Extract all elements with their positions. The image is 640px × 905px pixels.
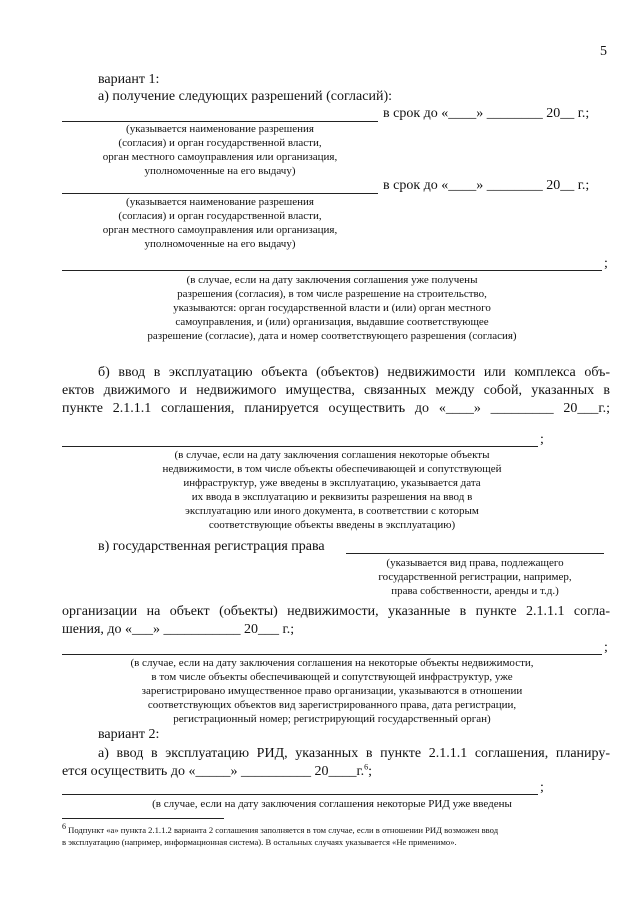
semicolon-4: ; <box>540 780 544 795</box>
footnote: $^6$ Подпункт «а» пункта 2.1.1.2 варианта 2 соглашения заполняется в том случае, если в отношении РИД возможен ввод в эксплуатацию (например, информационная система). В остальных случаях указывается «Не применимо». <box>62 822 499 847</box>
permission-name-line-2[interactable] <box>62 193 378 194</box>
semicolon-2: ; <box>540 432 544 447</box>
deadline-1: в срок до «____» ________ 20__ г.; <box>383 106 590 121</box>
right-type-line[interactable] <box>346 553 604 554</box>
registered-right-line[interactable] <box>62 654 602 655</box>
variant1-item-c: в) государственная регистрация права <box>98 539 325 554</box>
variant1-heading: вариант 1: <box>98 72 160 87</box>
rid-commissioned-line[interactable] <box>62 794 538 795</box>
page-number: 5 <box>600 44 607 59</box>
hint-commissioned: (в случае, если на дату заключения соглашения некоторые объекты недвижимости, в том числе объекты обеспечивающей и сопутствующей инфраструктур, уже введены в эксплуатацию, указывается дата их ввода в эксплуатацию и реквизиты разрешения на ввод в эксплуатацию или иного документа, в соответствии с которым соответствующие объекты введены в эксплуатацию) <box>162 449 502 531</box>
variant1-item-b: б) ввод в эксплуатацию объекта (объектов) недвижимости или комплекса объ- ектов движимого и недвижимого имущества, связанных между собой, указанных в пункте 2.1.1.1 соглашения, планируется осуществить до «____» _________ 20___г.; <box>62 365 610 416</box>
footnote-mark: 6 <box>62 822 66 832</box>
hint-permission-1: (указывается наименование разрешения (согласия) и орган государственной власти, орган местного самоуправления или организация, уполномоченные на его выдачу) <box>102 123 338 177</box>
hint-permission-2: (указывается наименование разрешения (согласия) и орган государственной власти, орган местного самоуправления или организация, уполномоченные на его выдачу) <box>102 196 338 250</box>
hint-registered: (в случае, если на дату заключения соглашения на некоторые объекты недвижимости, в том числе объекты обеспечивающей и сопутствующей инфраструктур, уже зарегистрировано имущественное право организации, указываются в отношении соответствующих объектов вид зарегистрированного права, дата регистрации, регистрационный номер; регистрирующий государственный орган) <box>130 657 534 725</box>
semicolon-3: ; <box>604 640 608 655</box>
hint-obtained: (в случае, если на дату заключения соглашения уже получены разрешения (согласия), в том числе разрешение на строительство, указываются: орган государственной власти и (или) орган местного самоуправления, и (или) организация, выдавшие соответствующее разрешение (согласие), дата и номер соответствующего разрешения (согласия) <box>147 274 517 342</box>
hint-right-type: (указывается вид права, подлежащего государственной регистрации, например, права собственности, аренды и т.д.) <box>378 557 572 597</box>
footnote-ref: 6 <box>364 762 369 772</box>
obtained-permissions-line[interactable] <box>62 270 602 271</box>
hint-rid: (в случае, если на дату заключения соглашения некоторые РИД уже введены <box>152 798 512 810</box>
variant2-heading: вариант 2: <box>98 727 160 742</box>
commissioned-objects-line[interactable] <box>62 446 538 447</box>
deadline-2: в срок до «____» ________ 20__ г.; <box>383 178 590 193</box>
semicolon-1: ; <box>604 256 608 271</box>
variant2-item-a: а) ввод в эксплуатацию РИД, указанных в пункте 2.1.1.1 соглашения, планиру- ется осуществить до «_____» __________ 20____г.$^6$; <box>62 746 610 779</box>
variant1-item-a: а) получение следующих разрешений (согласий): <box>98 89 392 104</box>
variant1-item-c-cont: организации на объект (объекты) недвижимости, указанные в пункте 2.1.1.1 согла- шения, до «___» ___________ 20___ г.; <box>62 604 610 637</box>
footnote-separator <box>62 818 224 819</box>
